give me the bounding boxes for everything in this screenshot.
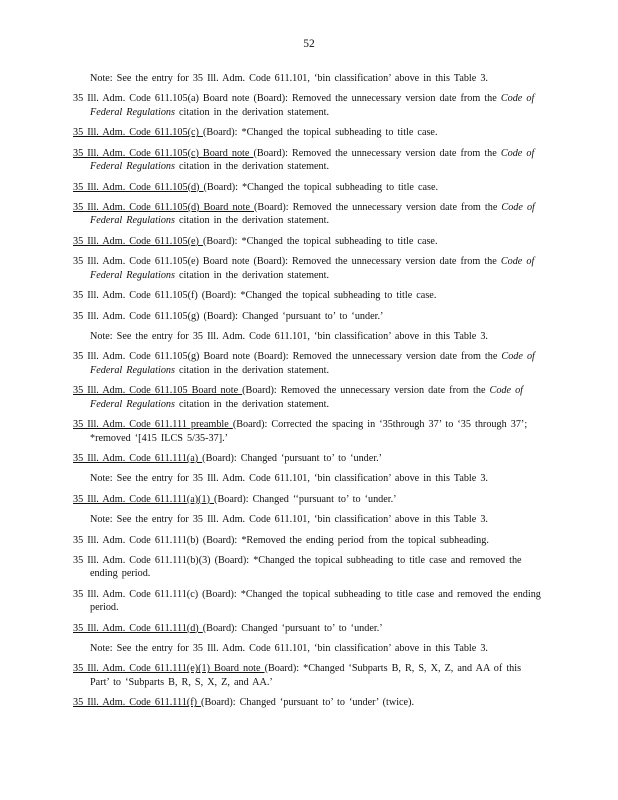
entry-citation: 35 Ill. Adm. Code 611.105(g) Board note (Board): [73,351,289,363]
underlined-citation: 35 Ill. Adm. Code 611.111 preamble [73,419,233,431]
cfr-title: Code of Federal Regulations [90,385,524,410]
table-entry: 35 Ill. Adm. Code 611.105(g) Board note (Board): Removed the unnecessary version date from the Code of Federal Regulations citation in the derivation statement. [73,351,535,376]
table-entry: 35 Ill. Adm. Code 611.111(a)(1) (Board): Changed ‘‘pursuant to’ to ‘under.’ [73,493,397,505]
table-entry: 35 Ill. Adm. Code 611.111(c) (Board): *Changed the topical subheading to title case and removed the ending period. [73,588,541,614]
document-body [73,72,543,717]
underlined-citation: 35 Ill. Adm. Code 611.111(f) [73,697,202,709]
entry-citation: 35 Ill. Adm. Code 611.111(b)(3) (Board): [73,554,250,566]
table-entry: 35 Ill. Adm. Code 611.105(a) Board note (Board): Removed the unnecessary version date from the Code of Federal Regulations citation in the derivation statement. [73,93,535,118]
underlined-citation: 35 Ill. Adm. Code 611.105(d) [73,181,204,193]
underlined-citation: 35 Ill. Adm. Code 611.105 Board note [73,385,243,397]
entry-citation: 35 Ill. Adm. Code 611.111(c) (Board): [73,588,237,600]
underlined-citation: 35 Ill. Adm. Code 611.105(c) [73,127,203,139]
cfr-title: Code of Federal Regulations [90,351,535,376]
entry-citation: 35 Ill. Adm. Code 611.105(a) Board note (Board): [73,93,288,105]
table-entry: 35 Ill. Adm. Code 611.111(e)(1) Board note (Board): *Changed ‘Subparts B, R, S, X, Z, and AA of this Part’ to ‘Subparts B, R, S, X, Z, and AA.’ [73,663,522,688]
table-entry: 35 Ill. Adm. Code 611.111(f) (Board): Changed ‘pursuant to’ to ‘under’ (twice). [73,697,415,709]
table-note: Note: See the entry for 35 Ill. Adm. Code 611.101, ‘bin classification’ above in this Table 3. [90,473,488,485]
entry-citation: 35 Ill. Adm. Code 611.105(f) (Board): [73,290,237,302]
underlined-citation: 35 Ill. Adm. Code 611.111(e)(1) Board note [73,663,265,675]
table-entry: 35 Ill. Adm. Code 611.111 preamble (Board): Corrected the spacing in ‘35through 37’ to ‘35 through 37’; *removed ‘[415 ILCS 5/35-37].’ [73,419,528,444]
table-entry: 35 Ill. Adm. Code 611.105(f) (Board): *Changed the topical subheading to title case. [73,290,437,302]
entry-citation: 35 Ill. Adm. Code 611.111(b) (Board): [73,534,238,546]
underlined-citation: 35 Ill. Adm. Code 611.111(d) [73,622,203,634]
entry-citation: 35 Ill. Adm. Code 611.105(g) (Board): [73,310,239,322]
table-entry: 35 Ill. Adm. Code 611.111(b) (Board): *Removed the ending period from the topical subheading. [73,534,489,546]
table-entry: 35 Ill. Adm. Code 611.105(e) Board note (Board): Removed the unnecessary version date from the Code of Federal Regulations citation in the derivation statement. [73,256,535,281]
underlined-citation: 35 Ill. Adm. Code 611.105(c) Board note [73,147,254,159]
cfr-title: Code of Federal Regulations [90,147,535,173]
table-note: Note: See the entry for 35 Ill. Adm. Code 611.101, ‘bin classification’ above in this Table 3. [90,514,488,526]
table-entry: 35 Ill. Adm. Code 611.111(d) (Board): Changed ‘pursuant to’ to ‘under.’ [73,622,383,634]
table-note: Note: See the entry for 35 Ill. Adm. Code 611.101, ‘bin classification’ above in this Table 3. [90,643,488,655]
cfr-title: Code of Federal Regulations [90,93,535,118]
page-number: 52 [303,38,315,50]
underlined-citation: 35 Ill. Adm. Code 611.111(a)(1) [73,493,215,505]
table-entry: 35 Ill. Adm. Code 611.111(a) (Board): Changed ‘pursuant to’ to ‘under.’ [73,452,383,464]
table-entry: 35 Ill. Adm. Code 611.105(c) (Board): *Changed the topical subheading to title case. [73,127,438,139]
table-note: Note: See the entry for 35 Ill. Adm. Code 611.101, ‘bin classification’ above in this Table 3. [90,330,488,342]
cfr-title: Code of Federal Regulations [90,201,535,227]
underlined-citation: 35 Ill. Adm. Code 611.105(e) [73,235,203,247]
table-entry: 35 Ill. Adm. Code 611.105(g) (Board): Changed ‘pursuant to’ to ‘under.’ [73,310,384,322]
cfr-title: Code of Federal Regulations [90,256,535,281]
underlined-citation: 35 Ill. Adm. Code 611.111(a) [73,452,203,464]
table-entry: 35 Ill. Adm. Code 611.105(c) Board note (Board): Removed the unnecessary version date from the Code of Federal Regulations citation in the derivation statement. [73,147,535,173]
table-entry: 35 Ill. Adm. Code 611.105 Board note (Board): Removed the unnecessary version date from the Code of Federal Regulations citation in the derivation statement. [73,385,524,410]
underlined-citation: 35 Ill. Adm. Code 611.105(d) Board note [73,201,255,213]
table-entry: 35 Ill. Adm. Code 611.111(b)(3) (Board): *Changed the topical subheading to title case and removed the ending period. [73,554,522,580]
table-entry: 35 Ill. Adm. Code 611.105(e) (Board): *Changed the topical subheading to title case. [73,235,438,247]
table-entry: 35 Ill. Adm. Code 611.105(d) Board note (Board): Removed the unnecessary version date from the Code of Federal Regulations citation in the derivation statement. [73,201,535,227]
table-entry: 35 Ill. Adm. Code 611.105(d) (Board): *Changed the topical subheading to title case. [73,181,439,193]
entry-citation: 35 Ill. Adm. Code 611.105(e) Board note (Board): [73,256,288,268]
table-note: Note: See the entry for 35 Ill. Adm. Code 611.101, ‘bin classification’ above in this Table 3. [90,73,488,84]
